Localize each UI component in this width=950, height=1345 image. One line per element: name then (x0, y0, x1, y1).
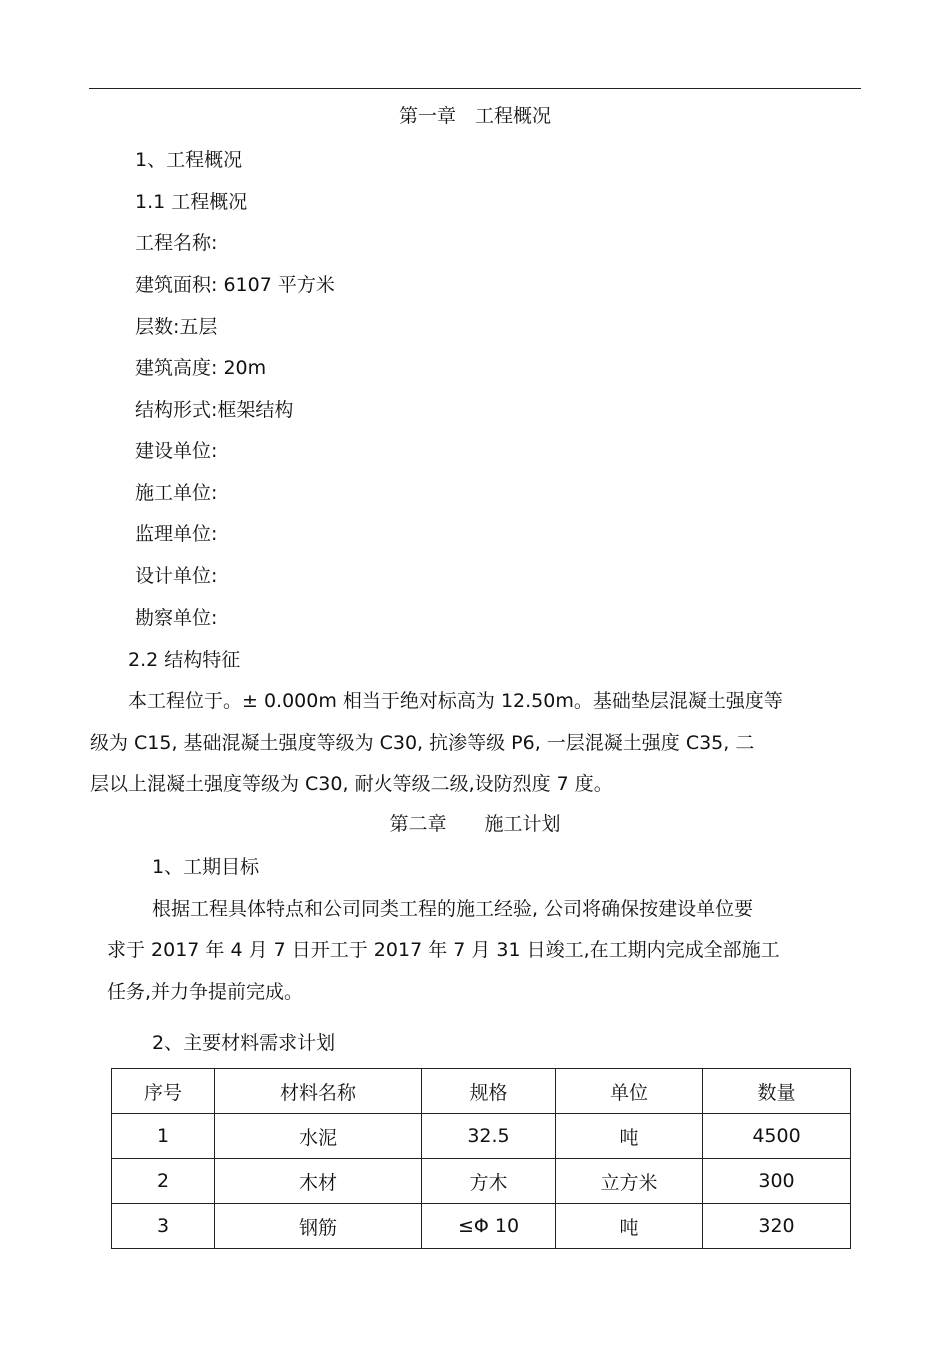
header-rule (89, 88, 861, 89)
header-cell: 序号 (112, 1069, 215, 1114)
table-row (112, 1204, 851, 1249)
field-building-height: 建筑高度: 20m (135, 357, 267, 379)
structure-paragraph-line-3: 层以上混凝土强度等级为 C30, 耐火等级二级,设防烈度 7 度。 (90, 773, 613, 795)
table-cell: 方木 (422, 1159, 556, 1204)
field-project-name: 工程名称: (135, 232, 218, 254)
chapter-1-title: 第一章 工程概况 (398, 105, 551, 127)
table-cell: 立方米 (556, 1159, 703, 1204)
structure-paragraph-line-1: 本工程位于。± 0.000m 相当于绝对标高为 12.50m。基础垫层混凝土强度等 (128, 690, 783, 712)
schedule-paragraph-line-2: 求于 2017 年 4 月 7 日开工于 2017 年 7 月 31 日竣工,在工期内完成全部施工 (107, 939, 780, 961)
field-designer: 设计单位: (135, 565, 218, 587)
schedule-paragraph-line-3: 任务,并力争提前完成。 (107, 981, 304, 1003)
header-cell: 材料名称 (215, 1069, 422, 1114)
field-floors: 层数:五层 (135, 316, 218, 338)
section-2-2-heading: 2.2 结构特征 (128, 649, 241, 671)
table-cell: 2 (112, 1159, 215, 1204)
header-cell: 规格 (422, 1069, 556, 1114)
materials-plan-heading: 2、主要材料需求计划 (152, 1032, 336, 1054)
header-cell: 单位 (556, 1069, 703, 1114)
field-supervisor: 监理单位: (135, 523, 218, 545)
table-cell: 3 (112, 1204, 215, 1249)
table-cell: 4500 (703, 1114, 851, 1159)
table-cell: 木材 (215, 1159, 422, 1204)
field-owner: 建设单位: (135, 440, 218, 462)
materials-table (111, 1068, 851, 1249)
field-building-area: 建筑面积: 6107 平方米 (135, 274, 335, 296)
table-cell: 水泥 (215, 1114, 422, 1159)
table-cell: 吨 (556, 1114, 703, 1159)
field-surveyor: 勘察单位: (135, 607, 218, 629)
table-row (112, 1114, 851, 1159)
field-contractor: 施工单位: (135, 482, 218, 504)
table-cell: 吨 (556, 1204, 703, 1249)
table-row (112, 1159, 851, 1204)
header-cell: 数量 (703, 1069, 851, 1114)
schedule-goal-heading: 1、工期目标 (152, 856, 260, 878)
table-header-row (112, 1069, 851, 1114)
table-cell: 300 (703, 1159, 851, 1204)
schedule-paragraph-line-1: 根据工程具体特点和公司同类工程的施工经验, 公司将确保按建设单位要 (152, 898, 754, 920)
table-cell: ≤Φ 10 (422, 1204, 556, 1249)
table-cell: 钢筋 (215, 1204, 422, 1249)
structure-paragraph-line-2: 级为 C15, 基础混凝土强度等级为 C30, 抗渗等级 P6, 一层混凝土强度 C35, 二 (90, 732, 755, 754)
section-1-heading: 1、工程概况 (135, 149, 243, 171)
table-cell: 32.5 (422, 1114, 556, 1159)
table-cell: 1 (112, 1114, 215, 1159)
table-cell: 320 (703, 1204, 851, 1249)
field-structure-type: 结构形式:框架结构 (135, 399, 294, 421)
chapter-2-title: 第二章 施工计划 (389, 813, 561, 835)
section-1-1-heading: 1.1 工程概况 (135, 191, 248, 213)
